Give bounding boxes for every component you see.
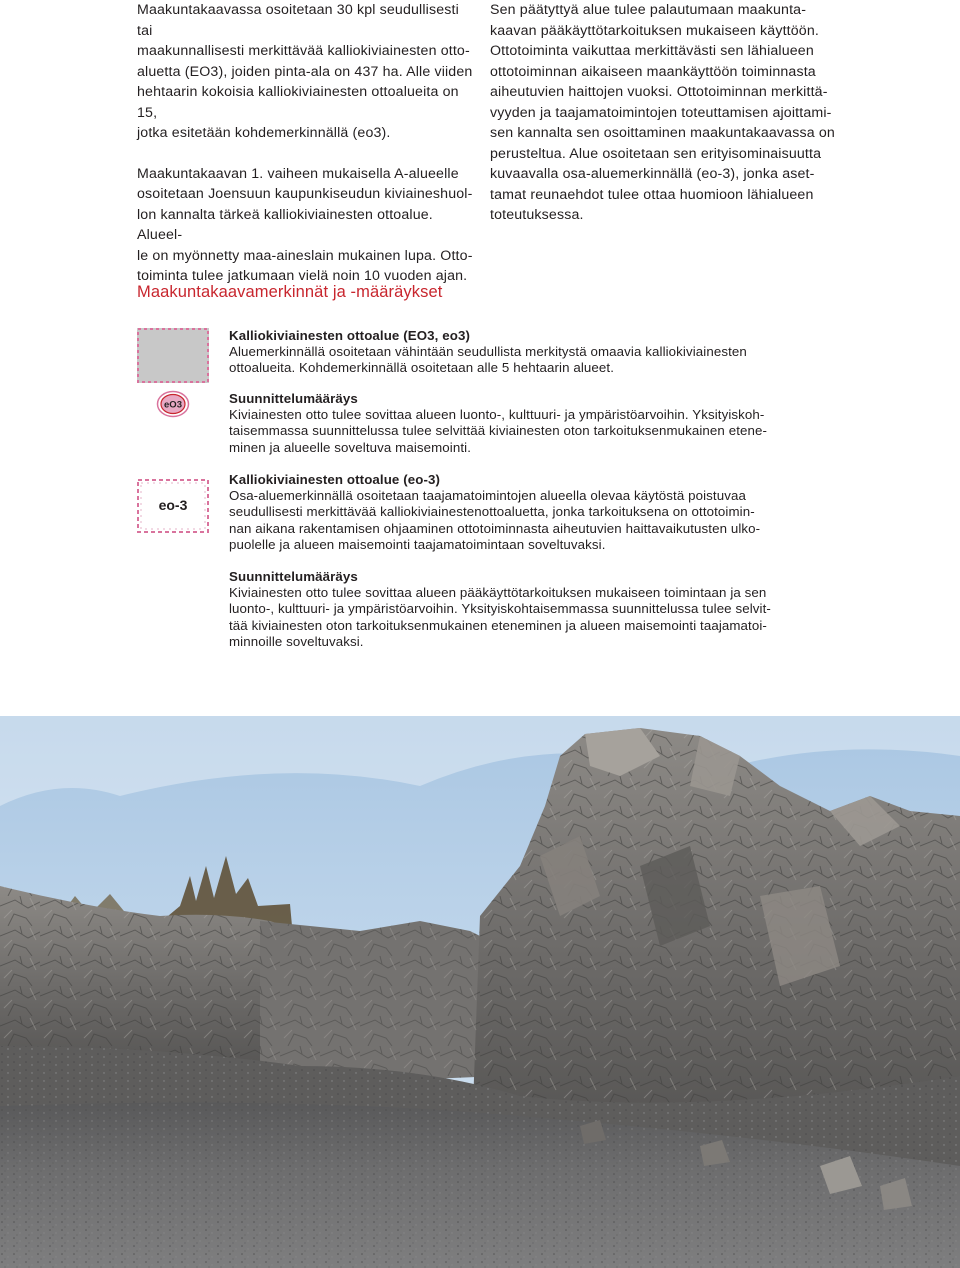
left-paragraph-2: Maakuntakaavan 1. vaiheen mukaisella A-alueelle osoitetaan Joensuun kaupunkiseudun kiviaineshuol- lon kannalta tärkeä kalliokiviainesten ottoalue. Alueel- le on myönnetty maa-aineslain mukainen lupa. Otto- toiminta tulee jatkumaan vielä noin 10 vuoden ajan. — [137, 165, 473, 284]
left-text-column — [137, 0, 477, 287]
section-title: Maakuntakaavamerkinnät ja -määräykset — [137, 283, 443, 301]
legend-entry-heading: Kalliokiviainesten ottoalue (EO3, eo3) — [229, 328, 470, 343]
eo-3-symbol-label: eo-3 — [158, 497, 188, 513]
legend-entry-eo3 — [229, 328, 829, 377]
legend-entry-text: Osa-aluemerkinnällä osoitetaan taajamatoimintojen alueella olevaa käytöstä poistuvaa seudullisesti merkittävää kalliokiviainestenottoaluetta, jonka tarkoituksena on ottotoimin- nan aikana rakentamisen ohjaaminen ottotoiminnasta aiheutuvien haittavaikutusten ulko- puolelle ja alueen maisemointi taajamatoimintaan soveltuvaksi. — [229, 488, 761, 552]
left-paragraph-1: Maakuntakaavassa osoitetaan 30 kpl seudullisesti tai maakunnallisesti merkittävää kalliokiviainesten otto- aluetta (EO3), joiden pinta-ala on 437 ha. Alle viiden hehtaarin kokoisia kalliokiviainesten ottoalueita on 15, jotka esitetään kohdemerkinnällä (eo3). — [137, 2, 473, 141]
eo-3-subarea-symbol-icon — [137, 479, 209, 533]
legend-entry-heading: Suunnittelumääräys — [229, 391, 358, 406]
quarry-rock-wall-photo — [0, 716, 960, 1268]
eo3-symbol-label: eO3 — [164, 399, 182, 411]
legend-entry-eo-3 — [229, 472, 829, 553]
legend-entry-planning-regulation-1 — [229, 391, 829, 456]
area-symbol-icon — [137, 328, 209, 383]
legend-entry-text: Kiviainesten otto tulee sovittaa alueen pääkäyttötarkoituksen mukaiseen toimintaan ja sen luonto-, kulttuuri- ja ympäristöarvoihin. Yksityiskohtaisemmassa suunnittelussa tulee selvit- tää kiviainesten oton tarkoituksenmukainen eteneminen ja alueen maisemointi taajamatoi- minnoille soveltuvaksi. — [229, 585, 771, 649]
legend-entry-text: Aluemerkinnällä osoitetaan vähintään seudullista merkitystä omaavia kalliokiviainesten ottoalueita. Kohdemerkinnällä osoitetaan alle 5 hehtaarin alueet. — [229, 344, 747, 376]
legend-entry-heading: Kalliokiviainesten ottoalue (eo-3) — [229, 472, 441, 487]
right-paragraph: Sen päätyttyä alue tulee palautumaan maakunta- kaavan pääkäyttötarkoituksen mukaiseen käyttöön. Ottotoiminta vaikuttaa merkittävästi sen lähialueen ottotoiminnan aikaiseen maankäyttöön toiminnasta aiheutuvien haittojen vuoksi. Ottotoiminnan merkittä- vyyden ja taajamatoimintojen toteuttamisen ajoittami- sen kannalta sen osoittaminen maakuntakaavassa on perusteltua. Alue osoitetaan sen erityisominaisuutta kuvaavalla osa-aluemerkinnällä (eo-3), jonka aset- tamat reunaehdot tulee ottaa huomioon lähialueen toteutuksessa. — [490, 2, 835, 223]
legend-entry-text: Kiviainesten otto tulee sovittaa alueen luonto-, kulttuuri- ja ympäristöarvoihin. Yksityiskoh- taisemmassa suunnittelussa tulee selvittää kiviainesten oton tarkoituksenmukainen etene- minen ja alueelle soveltuva maisemointi. — [229, 407, 768, 455]
legend-entry-heading: Suunnittelumääräys — [229, 569, 358, 584]
eo3-point-symbol-icon — [156, 390, 190, 418]
right-text-column — [490, 0, 835, 226]
legend-entry-planning-regulation-2 — [229, 569, 829, 650]
